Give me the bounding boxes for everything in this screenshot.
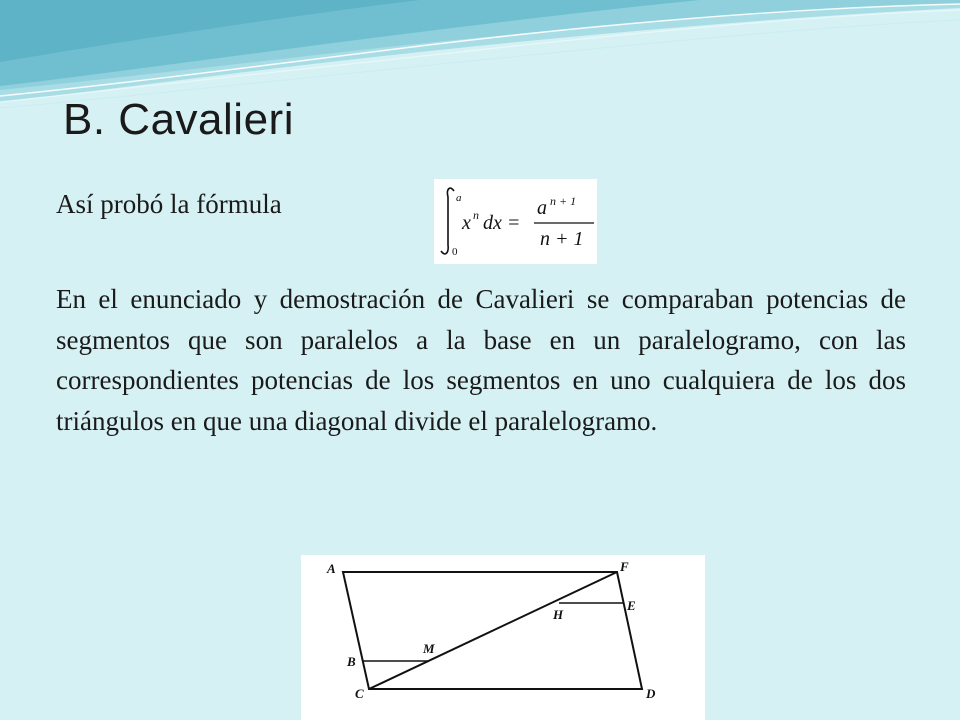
integral-formula-image [434, 179, 597, 264]
body-paragraph: En el enunciado y demostración de Cavalieri se comparaban potencias de segmentos que son paralelos a la base en un paralelogramo, con las correspondientes potencias de los segmentos en uno cualquiera de los dos triángulos en que una diagonal divide el paralelogramo. [56, 284, 906, 436]
denominator: n + 1 [540, 228, 584, 250]
label-e: E [627, 598, 636, 613]
lower-limit: 0 [452, 246, 458, 258]
label-b: B [347, 654, 356, 669]
label-f: F [620, 559, 629, 574]
parallelogram-figure [301, 555, 705, 720]
label-d: D [646, 686, 656, 701]
integrand-exponent: n [473, 208, 479, 222]
label-h: H [553, 607, 564, 622]
label-c: C [355, 686, 364, 701]
intro-text: Así probó la fórmula [56, 189, 282, 219]
label-a: A [327, 561, 336, 576]
header-wave-decoration [0, 0, 960, 110]
numerator-exponent: n + 1 [550, 194, 577, 208]
diagonal-line [369, 572, 617, 689]
slide-title: B. Cavalieri [63, 95, 294, 144]
integrand: x [462, 212, 471, 234]
label-m: M [423, 641, 435, 656]
numerator: a [537, 197, 547, 219]
upper-limit: a [456, 192, 462, 204]
differential: dx = [483, 212, 521, 234]
